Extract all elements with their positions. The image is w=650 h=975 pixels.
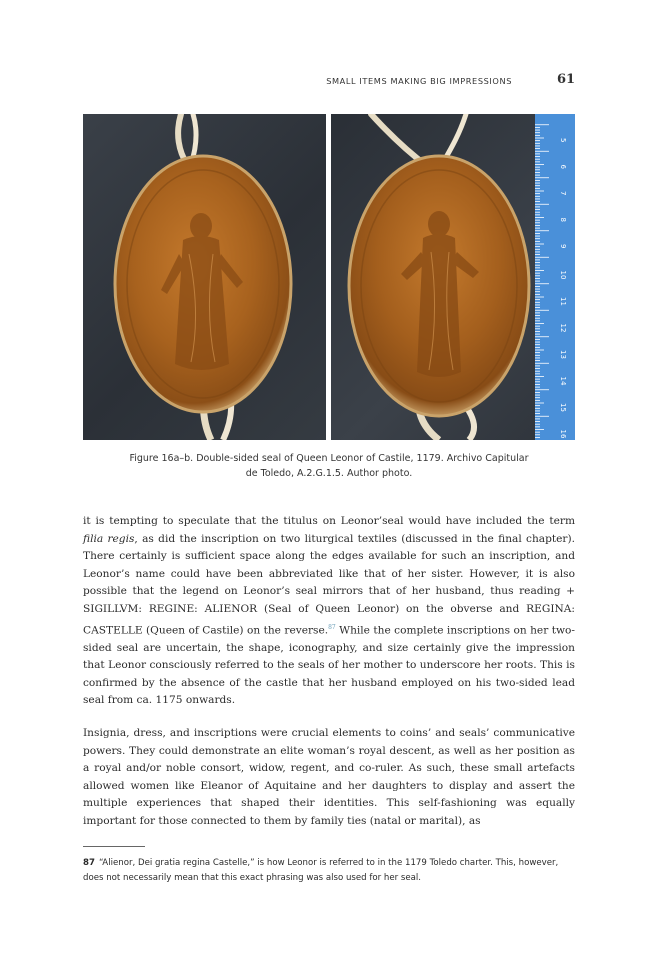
footnote-87 bbox=[83, 856, 575, 885]
running-head: SMALL ITEMS MAKING BIG IMPRESSIONS bbox=[326, 76, 512, 86]
ruler-number: 13 bbox=[559, 350, 567, 359]
ruler-number: 9 bbox=[559, 244, 567, 249]
p1-text-b: , as did the inscription on two liturgical textiles (discussed in the final chapter). There certainly is sufficient space along the edges available for such an inscription, and Leonor’s name could have been abbreviated like that of her sister. However, it is also possible that the legend on Leonor’s seal mirrors that of her husband, thus reading + SIGILLVM: REGINE: ALIENOR (Seal of Queen Leonor) on the obverse and REGINA: CASTELLE (Queen of Castile) on the reverse. bbox=[83, 532, 575, 637]
figure-caption bbox=[83, 452, 575, 481]
p1-text-c: While the complete inscriptions on her two-sided seal are uncertain, the shape, iconography, and size certainly give the impression that Leonor consciously referred to the seals of her mother to underscore her roots. This is confirmed by the absence of the castle that her husband employed on his two-sided lead seal from ca. 1175 onwards. bbox=[83, 624, 575, 707]
footnote-reference-87[interactable]: 87 bbox=[328, 623, 336, 631]
page-number: 61 bbox=[557, 72, 576, 87]
caption-line-1: Figure 16a–b. Double-sided seal of Queen Leonor of Castile, 1179. Archivo Capitular bbox=[129, 453, 529, 464]
footnote-text: “Alienor, Dei gratia regina Castelle,” is how Leonor is referred to in the 1179 Toledo charter. This, however, does not necessarily mean that this exact phrasing was also used for her seal. bbox=[83, 858, 559, 883]
footnote-divider bbox=[83, 846, 145, 847]
ruler-number: 16 bbox=[559, 429, 567, 439]
ruler-number: 7 bbox=[559, 191, 567, 196]
seal-photo-reverse bbox=[331, 114, 575, 440]
ruler-number: 10 bbox=[559, 270, 567, 280]
caption-line-2: de Toledo, A.2.G.1.5. Author photo. bbox=[245, 467, 413, 479]
body-paragraph-1 bbox=[83, 513, 575, 710]
ruler-number: 8 bbox=[559, 217, 567, 222]
footnote-number: 87 bbox=[83, 858, 95, 868]
seal-obverse-image bbox=[83, 114, 326, 440]
p1-italic-term: filia regis bbox=[83, 532, 135, 545]
ruler-number: 5 bbox=[559, 138, 567, 143]
ruler-number: 11 bbox=[559, 297, 567, 306]
ruler-number: 14 bbox=[559, 376, 567, 386]
ruler-number: 12 bbox=[559, 323, 567, 333]
measuring-ruler bbox=[535, 114, 575, 440]
ruler-number: 15 bbox=[559, 403, 567, 412]
body-paragraph-2: Insignia, dress, and inscriptions were crucial elements to coins’ and seals’ communicative powers. They could demonstrate an elite woman’s royal descent, as well as her position as a royal and/or noble consort, widow, regent, and co-ruler. As such, these small artefacts allowed women like Eleanor of Aquitaine and her daughters to display and assert the multiple experiences that shaped their identities. This self-fashioning was equally important for those connected to them by family ties (natal or marital), as bbox=[83, 727, 575, 827]
figure-16 bbox=[83, 114, 575, 440]
p1-text-a: it is tempting to speculate that the titulus on Leonor’seal would have included the term bbox=[83, 515, 575, 527]
ruler-number: 6 bbox=[559, 164, 567, 169]
seal-photo-obverse bbox=[83, 114, 326, 440]
